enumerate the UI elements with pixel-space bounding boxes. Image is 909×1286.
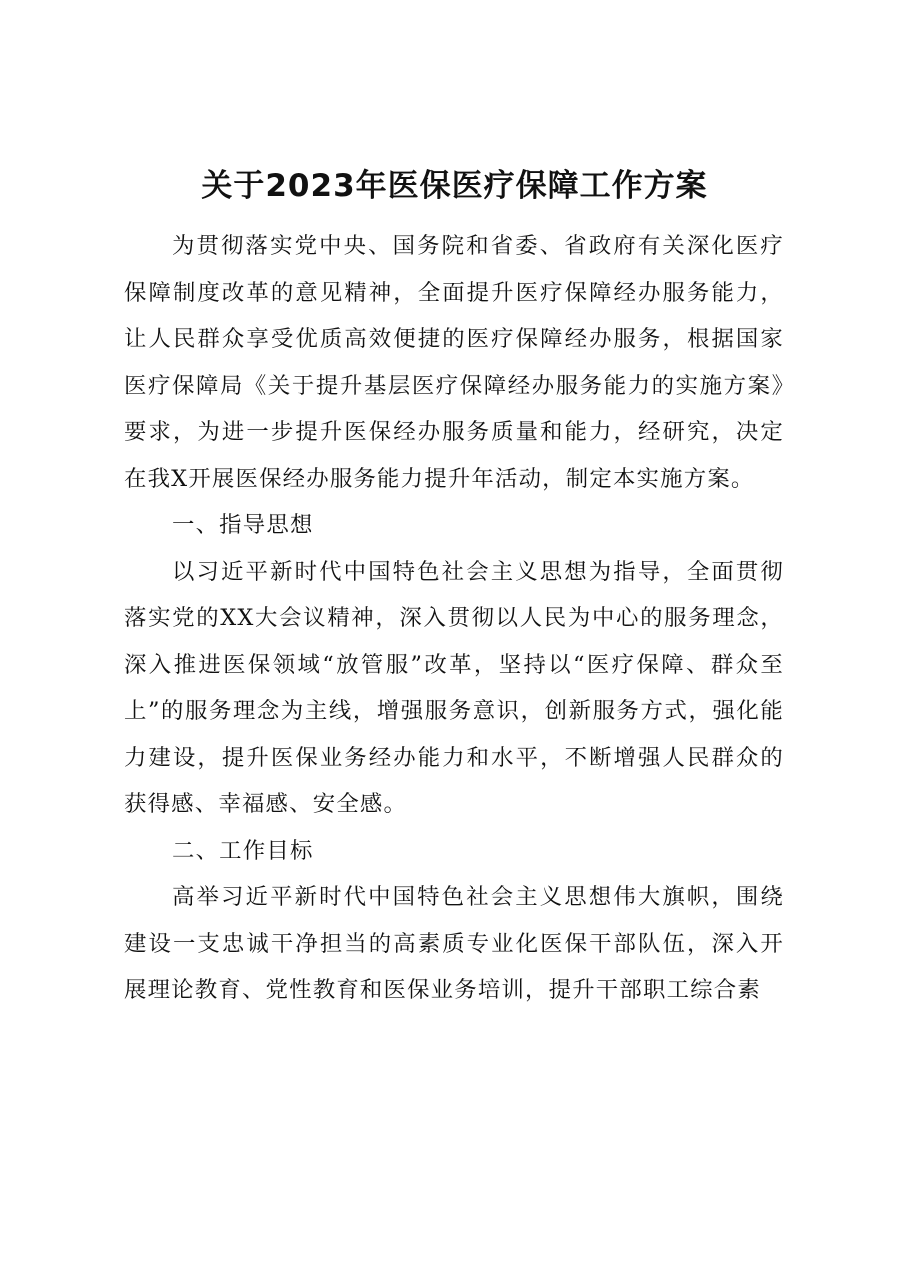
- section-heading-guiding-ideology: 一、指导思想: [172, 512, 314, 538]
- section-body-guiding-ideology: 以习近平新时代中国特色社会主义思想为指导，全面贯彻落实党的XX大会议精神，深入贯彻以人民为中心的服务理念，深入推进医保领域“放管服”改革，坚持以“医疗保障、群众至上”的服务理念为主线，增强服务意识，创新服务方式，强化能力建设，提升医保业务经办能力和水平，不断增强人民群众的获得感、幸福感、安全感。: [124, 558, 784, 817]
- document-title: 关于2023年医保医疗保障工作方案: [201, 168, 708, 204]
- section-body-work-goals: 高举习近平新时代中国特色社会主义思想伟大旗帜，围绕建设一支忠诚干净担当的高素质专业化医保干部队伍，深入开展理论教育、党性教育和医保业务培训，提升干部职工综合素: [124, 884, 784, 1003]
- section-heading-work-goals: 二、工作目标: [172, 837, 314, 864]
- intro-paragraph: 为贯彻落实党中央、国务院和省委、省政府有关深化医疗保障制度改革的意见精神，全面提升医疗保障经办服务能力，让人民群众享受优质高效便捷的医疗保障经办服务，根据国家医疗保障局《关于提升基层医疗保障经办服务能力的实施方案》要求，为进一步提升医保经办服务质量和能力，经研究，决定在我X开展医保经办服务能力提升年活动，制定本实施方案。: [124, 233, 784, 492]
- document-body: [124, 223, 784, 1014]
